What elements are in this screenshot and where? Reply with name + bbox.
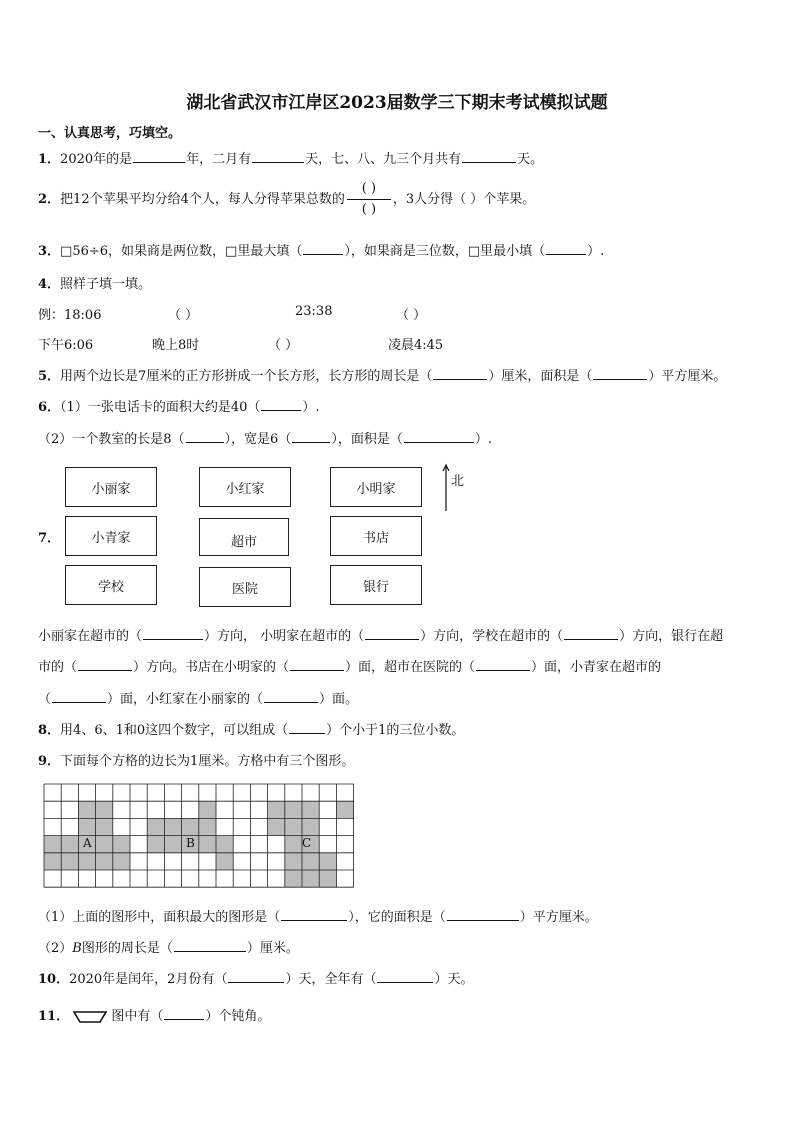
question-number: 2． bbox=[38, 192, 61, 207]
question-6 bbox=[38, 396, 320, 415]
answer-blank[interactable] bbox=[546, 242, 586, 255]
q6-text-f: ）. bbox=[474, 432, 492, 447]
shaded-cell bbox=[302, 818, 319, 835]
question-number: 8． bbox=[38, 723, 61, 738]
answer-blank[interactable] bbox=[143, 627, 203, 640]
map-box-xiaoqing-home: 小青家 bbox=[65, 516, 157, 556]
shaded-cell bbox=[302, 870, 319, 887]
q3-text-c: ）. bbox=[587, 244, 605, 259]
shaded-cell bbox=[285, 836, 302, 853]
answer-blank[interactable] bbox=[462, 150, 516, 163]
page-title: 湖北省武汉市江岸区2023届数学三下期末考试模拟试题 bbox=[186, 93, 608, 113]
shaded-cell bbox=[147, 836, 164, 853]
q3-text-b: ），如果商是三位数，□里最小填（ bbox=[344, 244, 546, 259]
question-8: 8．用4、6、1和0这四个数字，可以组成（ ）个小于1的三位小数。 bbox=[38, 723, 465, 738]
shaded-cell bbox=[44, 853, 61, 870]
shaded-cell bbox=[319, 870, 336, 887]
question-3 bbox=[38, 240, 604, 259]
map-box-school: 学校 bbox=[65, 565, 157, 605]
map-box-bank: 银行 bbox=[330, 565, 422, 605]
shaded-cell bbox=[96, 836, 113, 853]
shaded-cell bbox=[147, 818, 164, 835]
shaded-cell bbox=[319, 853, 336, 870]
section-heading: 一、认真思考，巧填空。 bbox=[38, 126, 182, 141]
shaded-cell bbox=[199, 801, 216, 818]
shaded-cell bbox=[78, 818, 95, 835]
answer-blank[interactable] bbox=[261, 398, 301, 411]
map-box-bookstore: 书店 bbox=[330, 516, 422, 556]
answer-blank[interactable]: （ ） bbox=[396, 308, 427, 323]
q1-text-a: 2020年的是 bbox=[60, 152, 133, 167]
map-box-xiaoli-home: 小丽家 bbox=[65, 467, 157, 507]
q3-text-a: □56÷6，如果商是两位数，□里最大填（ bbox=[60, 244, 303, 259]
shaded-cell bbox=[182, 818, 199, 835]
question-5 bbox=[38, 365, 726, 384]
question-number: 3． bbox=[38, 244, 61, 259]
q5-text-a: 用两个边长是7厘米的正方形拼成一个长方形，长方形的周长是（ bbox=[60, 369, 433, 384]
answer-blank[interactable] bbox=[303, 242, 343, 255]
shaded-cell bbox=[113, 853, 130, 870]
shaded-cell bbox=[216, 853, 233, 870]
shaded-cell bbox=[78, 801, 95, 818]
answer-blank[interactable] bbox=[433, 367, 487, 380]
q1-text-d: 天。 bbox=[517, 152, 544, 167]
q6-text-c: （2）一个教室的长是8（ bbox=[38, 432, 185, 447]
shaded-cell bbox=[285, 801, 302, 818]
q6-text-a: （1）一张电话卡的面积大约是40（ bbox=[60, 400, 261, 415]
question-10: 10．2020年是闰年，2月份有（ ）天，全年有（ ）天。 bbox=[38, 972, 474, 987]
question-11: 11． 图中有（ ）个钝角。 bbox=[38, 1009, 271, 1024]
shaded-cell bbox=[164, 836, 181, 853]
time-value: 凌晨4:45 bbox=[388, 338, 444, 353]
answer-blank[interactable] bbox=[292, 430, 330, 443]
shaded-cell bbox=[113, 836, 130, 853]
shaded-cell bbox=[61, 836, 78, 853]
question-number: 5． bbox=[38, 369, 61, 384]
shape-label-b: B bbox=[186, 836, 195, 850]
q9-sub-2: （2）B图形的周长是（ ）厘米。 bbox=[38, 941, 299, 956]
map-box-hospital: 医院 bbox=[199, 567, 291, 607]
answer-blank[interactable] bbox=[290, 658, 344, 671]
shaded-cell bbox=[78, 853, 95, 870]
question-number: 1． bbox=[38, 152, 61, 167]
north-label: 北 bbox=[451, 474, 465, 489]
shaded-cell bbox=[199, 836, 216, 853]
q7-line-1: 小丽家在超市的（ ）方向， 小明家在超市的（ ）方向，学校在超市的（ ）方向，银行在超 bbox=[38, 629, 724, 644]
q2-text-a: 把12个苹果平均分给4个人，每人分得苹果总数的 bbox=[60, 192, 345, 207]
denominator-blank[interactable]: ( ) bbox=[361, 202, 377, 217]
answer-blank[interactable] bbox=[281, 908, 347, 921]
fraction-bar bbox=[347, 199, 391, 200]
question-1 bbox=[38, 148, 543, 167]
question-number: 4． bbox=[38, 277, 61, 292]
map-box-xiaoming-home: 小明家 bbox=[330, 467, 422, 507]
question-number: 9． bbox=[38, 754, 61, 769]
question-number: 10． bbox=[38, 972, 70, 987]
trapezoid-icon bbox=[73, 1010, 107, 1024]
shaded-cell bbox=[302, 853, 319, 870]
answer-blank[interactable] bbox=[289, 721, 325, 734]
answer-blank[interactable] bbox=[447, 908, 519, 921]
question-number: 6． bbox=[38, 400, 61, 415]
q5-text-b: ）厘米，面积是（ bbox=[488, 369, 593, 384]
question-6-part-2 bbox=[38, 428, 492, 447]
answer-blank[interactable] bbox=[133, 150, 185, 163]
answer-blank[interactable] bbox=[564, 627, 618, 640]
numerator-blank[interactable]: ( ) bbox=[361, 181, 377, 196]
answer-blank[interactable] bbox=[78, 658, 132, 671]
shaded-cell bbox=[96, 818, 113, 835]
answer-blank[interactable] bbox=[264, 690, 318, 703]
q6-text-e: ），面积是（ bbox=[331, 432, 403, 447]
shaded-cell bbox=[336, 801, 353, 818]
fraction bbox=[347, 180, 391, 219]
answer-blank[interactable] bbox=[252, 150, 304, 163]
time-value: 晚上8时 bbox=[152, 338, 200, 353]
shaded-cell bbox=[96, 801, 113, 818]
map-box-supermarket: 超市 bbox=[199, 518, 289, 556]
answer-blank[interactable] bbox=[377, 970, 433, 983]
shape-label-c: C bbox=[302, 836, 312, 850]
q9-sub-1: （1）上面的图形中，面积最大的图形是（ ），它的面积是（ ）平方厘米。 bbox=[38, 910, 598, 925]
q5-text-c: ）平方厘米。 bbox=[648, 369, 727, 384]
question-9: 9．下面每个方格的边长为1厘米。方格中有三个图形。 bbox=[38, 754, 355, 769]
shaded-cell bbox=[268, 801, 285, 818]
answer-blank[interactable] bbox=[174, 939, 246, 952]
time-value: 23:38 bbox=[295, 304, 333, 319]
question-4 bbox=[38, 273, 151, 292]
question-2 bbox=[38, 178, 535, 222]
answer-blank[interactable] bbox=[593, 367, 647, 380]
q2-text-b: ，3人分得（ ）个苹果。 bbox=[392, 192, 536, 207]
shaded-cell bbox=[44, 836, 61, 853]
shaded-cell bbox=[302, 801, 319, 818]
answer-blank[interactable] bbox=[476, 658, 530, 671]
answer-blank[interactable] bbox=[186, 430, 224, 443]
example-time: 例：18:06 bbox=[38, 308, 102, 323]
shaded-cell bbox=[268, 818, 285, 835]
shaded-cell bbox=[96, 853, 113, 870]
shaded-cell bbox=[285, 853, 302, 870]
shaded-cell bbox=[285, 870, 302, 887]
answer-blank[interactable]: （ ） bbox=[168, 308, 199, 323]
q6-text-b: ）. bbox=[302, 400, 320, 415]
q7-line-3: （ ）面，小红家在小丽家的（ ）面。 bbox=[38, 692, 359, 707]
question-number: 11． bbox=[38, 1009, 70, 1024]
q4-text: 照样子填一填。 bbox=[60, 277, 152, 292]
shape-label-a: A bbox=[83, 836, 92, 850]
answer-blank[interactable] bbox=[404, 430, 474, 443]
answer-blank[interactable]: （ ） bbox=[268, 338, 299, 353]
q1-text-b: 年，二月有 bbox=[186, 152, 252, 167]
q1-text-c: 天，七、八、九三个月共有 bbox=[305, 152, 462, 167]
answer-blank[interactable] bbox=[164, 1007, 204, 1020]
shaded-cell bbox=[164, 818, 181, 835]
answer-blank[interactable] bbox=[365, 627, 419, 640]
shaded-cell bbox=[216, 836, 233, 853]
answer-blank[interactable] bbox=[52, 690, 106, 703]
shaded-cell bbox=[61, 853, 78, 870]
question-number: 7． bbox=[38, 531, 61, 546]
q7-line-2: 市的（ ）方向。书店在小明家的（ ）面，超市在医院的（ ）面，小青家在超市的 bbox=[38, 660, 662, 675]
time-value: 下午6:06 bbox=[38, 338, 94, 353]
q6-text-d: ），宽是6（ bbox=[224, 432, 292, 447]
map-box-xiaohong-home: 小红家 bbox=[199, 467, 291, 507]
shaded-cell bbox=[199, 818, 216, 835]
answer-blank[interactable] bbox=[228, 970, 284, 983]
shaded-cell bbox=[285, 818, 302, 835]
